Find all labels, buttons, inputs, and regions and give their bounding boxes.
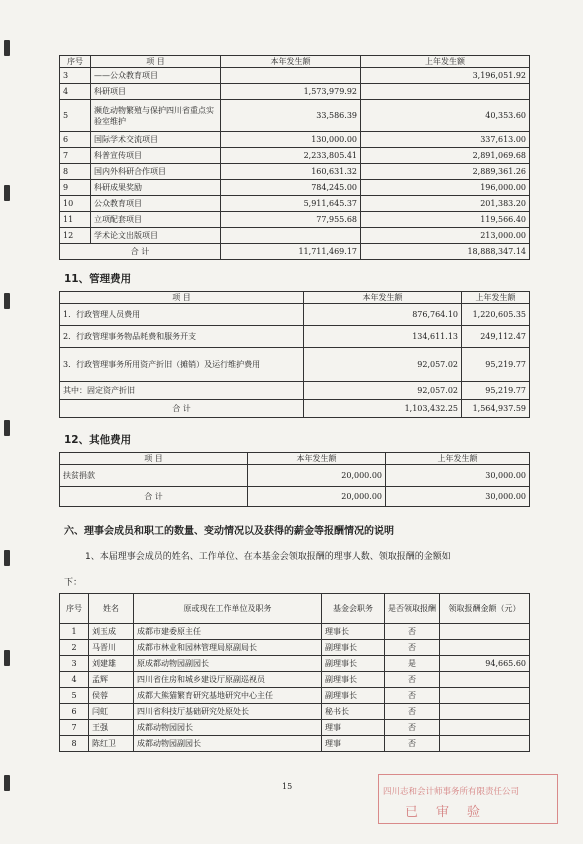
row-no: 7 bbox=[60, 720, 89, 736]
header-current-year: 本年发生额 bbox=[221, 56, 361, 68]
row-no: 9 bbox=[60, 180, 91, 196]
row-item: 1．行政管理人员费用 bbox=[60, 304, 304, 326]
total-row bbox=[60, 487, 530, 507]
row-prior: 201,383.20 bbox=[361, 196, 530, 212]
row-paid: 否 bbox=[385, 704, 440, 720]
row-no: 12 bbox=[60, 228, 91, 244]
row-role: 理事 bbox=[322, 720, 385, 736]
binding-hole bbox=[4, 420, 10, 436]
row-prior: 1,220,605.35 bbox=[462, 304, 530, 326]
row-prior: 196,000.00 bbox=[361, 180, 530, 196]
table-row bbox=[60, 720, 530, 736]
row-current: 130,000.00 bbox=[221, 132, 361, 148]
row-no: 1 bbox=[60, 624, 89, 640]
row-prior: 213,000.00 bbox=[361, 228, 530, 244]
stamp-verified-text: 已审验 bbox=[405, 805, 499, 820]
row-name: 侯蓉 bbox=[89, 688, 134, 704]
row-current: 876,764.10 bbox=[304, 304, 462, 326]
row-item: 濒危动物繁殖与保护四川省重点实验室维护 bbox=[91, 100, 221, 132]
section-title-board: 六、理事会成员和职工的数量、变动情况以及获得的薪金等报酬情况的说明 bbox=[64, 526, 394, 537]
row-item: 科研项目 bbox=[91, 84, 221, 100]
row-item: 国内外科研合作项目 bbox=[91, 164, 221, 180]
table-row bbox=[60, 180, 530, 196]
other-expense-table bbox=[59, 452, 530, 507]
row-no: 5 bbox=[60, 688, 89, 704]
row-current: 5,911,645.37 bbox=[221, 196, 361, 212]
header-prior-year: 上年发生额 bbox=[361, 56, 530, 68]
row-prior: 337,613.00 bbox=[361, 132, 530, 148]
total-current: 11,711,469.17 bbox=[221, 244, 361, 260]
row-paid: 是 bbox=[385, 656, 440, 672]
row-no: 10 bbox=[60, 196, 91, 212]
header-name: 姓名 bbox=[89, 594, 134, 624]
row-amount: 94,665.60 bbox=[440, 656, 530, 672]
row-unit: 成都市林业和园林管理局原副局长 bbox=[134, 640, 322, 656]
row-current: 20,000.00 bbox=[248, 465, 386, 487]
row-no: 2 bbox=[60, 640, 89, 656]
row-item: 2．行政管理事务物品耗费和服务开支 bbox=[60, 326, 304, 348]
section-title-management: 11、管理费用 bbox=[64, 273, 132, 285]
row-no: 6 bbox=[60, 132, 91, 148]
row-role: 理事 bbox=[322, 736, 385, 752]
table-row bbox=[60, 304, 530, 326]
stamp-firm-name: 四川志和会计师事务所有限责任公司 bbox=[383, 787, 520, 797]
row-no: 4 bbox=[60, 672, 89, 688]
row-current bbox=[221, 228, 361, 244]
row-prior: 40,353.60 bbox=[361, 100, 530, 132]
table-row bbox=[60, 672, 530, 688]
header-item: 项 目 bbox=[60, 453, 248, 465]
row-prior: 95,219.77 bbox=[462, 382, 530, 400]
audit-stamp bbox=[378, 774, 558, 824]
row-amount bbox=[440, 624, 530, 640]
header-unit: 原或现在工作单位及职务 bbox=[134, 594, 322, 624]
row-no: 4 bbox=[60, 84, 91, 100]
row-paid: 否 bbox=[385, 736, 440, 752]
header-item: 项 目 bbox=[60, 292, 304, 304]
total-current: 20,000.00 bbox=[248, 487, 386, 507]
row-item: 学术论文出版项目 bbox=[91, 228, 221, 244]
page-number: 15 bbox=[282, 782, 293, 791]
header-paid: 是否领取报酬 bbox=[385, 594, 440, 624]
management-expense-table bbox=[59, 291, 530, 418]
row-amount bbox=[440, 704, 530, 720]
row-unit: 成都动物园园长 bbox=[134, 720, 322, 736]
row-no: 8 bbox=[60, 736, 89, 752]
header-prior-year: 上年发生额 bbox=[386, 453, 530, 465]
row-no: 6 bbox=[60, 704, 89, 720]
row-current bbox=[221, 68, 361, 84]
row-item: 科研成果奖励 bbox=[91, 180, 221, 196]
row-amount bbox=[440, 736, 530, 752]
section-title-other: 12、其他费用 bbox=[64, 434, 132, 446]
row-item: 其中：固定资产折旧 bbox=[60, 382, 304, 400]
table-row bbox=[60, 68, 530, 84]
header-amount: 领取报酬金额（元） bbox=[440, 594, 530, 624]
total-current: 1,103,432.25 bbox=[304, 400, 462, 418]
row-current: 784,245.00 bbox=[221, 180, 361, 196]
header-current-year: 本年发生额 bbox=[248, 453, 386, 465]
header-no: 序号 bbox=[60, 56, 91, 68]
table-row bbox=[60, 228, 530, 244]
table-row bbox=[60, 465, 530, 487]
total-prior: 1,564,937.59 bbox=[462, 400, 530, 418]
table-row bbox=[60, 212, 530, 228]
row-name: 马晋川 bbox=[89, 640, 134, 656]
table-row bbox=[60, 688, 530, 704]
table-row bbox=[60, 704, 530, 720]
row-name: 王强 bbox=[89, 720, 134, 736]
paragraph-line-1: 1、本届理事会成员的姓名、工作单位、在本基金会领取报酬的理事人数、领取报酬的金额如 bbox=[85, 552, 451, 562]
row-paid: 否 bbox=[385, 624, 440, 640]
row-item: 扶贫捐款 bbox=[60, 465, 248, 487]
table-row bbox=[60, 100, 530, 132]
header-no: 序号 bbox=[60, 594, 89, 624]
total-label: 合 计 bbox=[60, 487, 248, 507]
row-no: 3 bbox=[60, 656, 89, 672]
total-row bbox=[60, 244, 530, 260]
row-name: 陈红卫 bbox=[89, 736, 134, 752]
row-role: 副理事长 bbox=[322, 640, 385, 656]
row-current: 92,057.02 bbox=[304, 382, 462, 400]
row-paid: 否 bbox=[385, 688, 440, 704]
header-item: 项 目 bbox=[91, 56, 221, 68]
row-no: 11 bbox=[60, 212, 91, 228]
row-amount bbox=[440, 640, 530, 656]
total-label: 合 计 bbox=[60, 244, 221, 260]
total-prior: 18,888,347.14 bbox=[361, 244, 530, 260]
row-unit: 四川省科技厅基础研究处原处长 bbox=[134, 704, 322, 720]
row-amount bbox=[440, 720, 530, 736]
row-role: 秘书长 bbox=[322, 704, 385, 720]
row-current: 160,631.32 bbox=[221, 164, 361, 180]
header-role: 基金会职务 bbox=[322, 594, 385, 624]
table-row bbox=[60, 382, 530, 400]
row-role: 副理事长 bbox=[322, 656, 385, 672]
project-expense-table bbox=[59, 55, 530, 260]
row-no: 8 bbox=[60, 164, 91, 180]
row-item: 立项配套项目 bbox=[91, 212, 221, 228]
row-unit: 成都动物园副园长 bbox=[134, 736, 322, 752]
binding-hole bbox=[4, 40, 10, 56]
row-item: ——公众教育项目 bbox=[91, 68, 221, 84]
row-current: 92,057.02 bbox=[304, 348, 462, 382]
binding-hole bbox=[4, 550, 10, 566]
row-item: 公众教育项目 bbox=[91, 196, 221, 212]
row-prior: 30,000.00 bbox=[386, 465, 530, 487]
row-prior: 119,566.40 bbox=[361, 212, 530, 228]
row-unit: 成都大熊猫繁育研究基地研究中心主任 bbox=[134, 688, 322, 704]
row-unit: 四川省住房和城乡建设厅原副巡视员 bbox=[134, 672, 322, 688]
table-row bbox=[60, 624, 530, 640]
row-name: 刘玉成 bbox=[89, 624, 134, 640]
row-name: 刘建雄 bbox=[89, 656, 134, 672]
table-row bbox=[60, 348, 530, 382]
row-role: 副理事长 bbox=[322, 688, 385, 704]
row-role: 副理事长 bbox=[322, 672, 385, 688]
row-prior: 2,891,069.68 bbox=[361, 148, 530, 164]
row-no: 5 bbox=[60, 100, 91, 132]
table-row bbox=[60, 736, 530, 752]
row-paid: 否 bbox=[385, 672, 440, 688]
row-prior: 3,196,051.92 bbox=[361, 68, 530, 84]
binding-hole bbox=[4, 650, 10, 666]
row-amount bbox=[440, 688, 530, 704]
binding-hole bbox=[4, 185, 10, 201]
table-row bbox=[60, 132, 530, 148]
row-prior: 249,112.47 bbox=[462, 326, 530, 348]
header-current-year: 本年发生额 bbox=[304, 292, 462, 304]
row-paid: 否 bbox=[385, 720, 440, 736]
row-role: 理事长 bbox=[322, 624, 385, 640]
total-prior: 30,000.00 bbox=[386, 487, 530, 507]
row-current: 1,573,979.92 bbox=[221, 84, 361, 100]
row-prior bbox=[361, 84, 530, 100]
row-prior: 95,219.77 bbox=[462, 348, 530, 382]
row-current: 2,233,805.41 bbox=[221, 148, 361, 164]
binding-hole bbox=[4, 293, 10, 309]
paragraph-line-2: 下： bbox=[64, 578, 83, 588]
board-members-table bbox=[59, 593, 530, 752]
table-row bbox=[60, 164, 530, 180]
row-item: 国际学术交流项目 bbox=[91, 132, 221, 148]
table-row bbox=[60, 640, 530, 656]
table-row bbox=[60, 84, 530, 100]
row-name: 闫虹 bbox=[89, 704, 134, 720]
table-row bbox=[60, 196, 530, 212]
total-label: 合 计 bbox=[60, 400, 304, 418]
row-prior: 2,889,361.26 bbox=[361, 164, 530, 180]
header-prior-year: 上年发生额 bbox=[462, 292, 530, 304]
row-unit: 原成都动物园副园长 bbox=[134, 656, 322, 672]
row-no: 3 bbox=[60, 68, 91, 84]
row-no: 7 bbox=[60, 148, 91, 164]
table-row bbox=[60, 656, 530, 672]
row-paid: 否 bbox=[385, 640, 440, 656]
total-row bbox=[60, 400, 530, 418]
row-item: 科普宣传项目 bbox=[91, 148, 221, 164]
row-item: 3．行政管理事务所用资产折旧（摊销）及运行维护费用 bbox=[60, 348, 304, 382]
row-unit: 成都市建委原主任 bbox=[134, 624, 322, 640]
row-amount bbox=[440, 672, 530, 688]
table-row bbox=[60, 148, 530, 164]
row-name: 孟辉 bbox=[89, 672, 134, 688]
row-current: 134,611.13 bbox=[304, 326, 462, 348]
binding-hole bbox=[4, 775, 10, 791]
row-current: 77,955.68 bbox=[221, 212, 361, 228]
table-row bbox=[60, 326, 530, 348]
row-current: 33,586.39 bbox=[221, 100, 361, 132]
